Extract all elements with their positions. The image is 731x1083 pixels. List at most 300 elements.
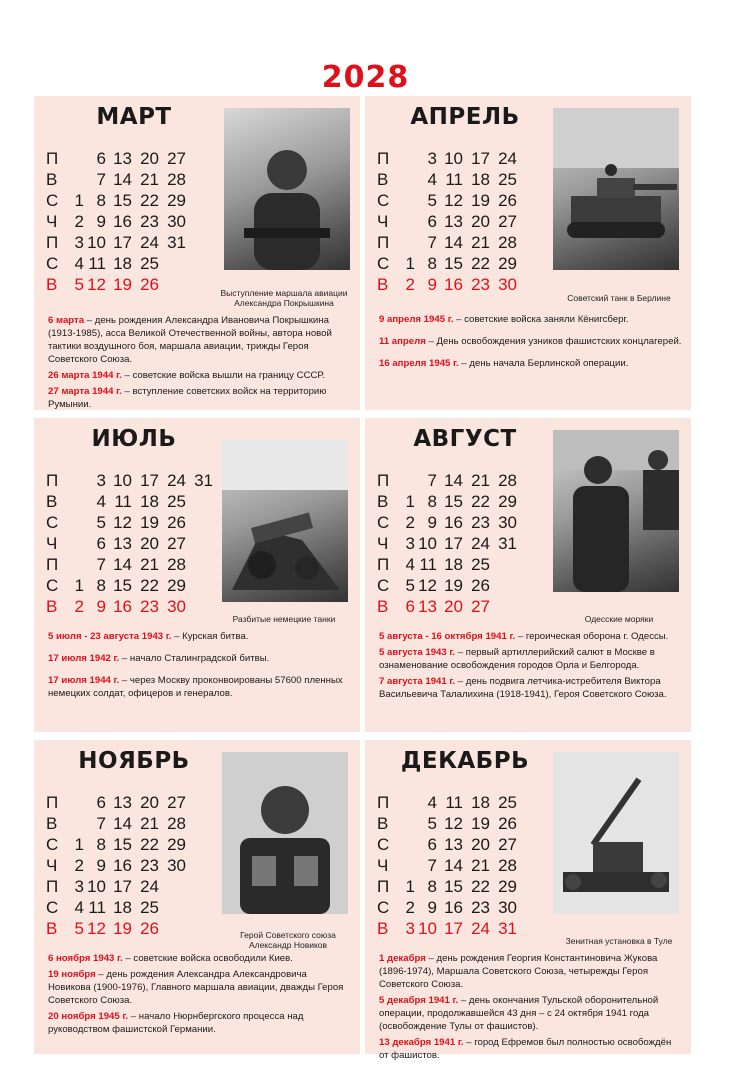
event-text: – советские войска вышли на границу СССР. [121, 370, 325, 381]
event-item [48, 652, 352, 665]
event-date: 5 июля - 23 августа 1943 г. [48, 631, 172, 642]
day-number: 20 [140, 149, 159, 168]
month-title: ИЮЛЬ [91, 426, 177, 452]
day-label: С [46, 835, 59, 854]
week-day-row [46, 211, 236, 232]
day-number: 23 [140, 597, 159, 616]
day-number: 21 [140, 170, 159, 189]
month-title: АВГУСТ [413, 426, 517, 452]
day-number: 29 [498, 877, 517, 896]
day-number: 27 [471, 597, 490, 616]
day-number: 29 [167, 191, 186, 210]
day-number: 18 [113, 898, 132, 917]
day-number: 10 [87, 233, 106, 252]
day-number: 13 [113, 534, 132, 553]
event-date: 17 июля 1942 г. [48, 653, 120, 664]
day-number: 7 [427, 471, 437, 490]
day-number: 2 [405, 275, 415, 294]
day-label: С [377, 898, 390, 917]
day-number: 14 [444, 233, 463, 252]
month-grid [46, 470, 236, 617]
day-number: 30 [167, 856, 186, 875]
event-date: 16 апреля 1945 г. [379, 358, 459, 369]
day-number: 26 [140, 919, 159, 938]
day-number: 1 [405, 492, 415, 511]
day-number: 1 [74, 191, 84, 210]
event-item [379, 335, 683, 348]
day-number: 7 [96, 814, 106, 833]
day-number: 21 [471, 856, 490, 875]
day-number: 6 [96, 534, 106, 553]
week-day-row [46, 253, 236, 274]
month-grid [46, 792, 236, 939]
event-date: 1 декабря [379, 953, 426, 964]
day-number: 8 [96, 191, 106, 210]
day-number: 4 [427, 793, 437, 812]
day-number: 2 [74, 212, 84, 231]
day-number: 23 [471, 275, 490, 294]
day-label: П [377, 793, 390, 812]
day-label: С [377, 576, 390, 595]
events-list [379, 313, 683, 379]
day-number: 8 [427, 254, 437, 273]
day-number: 4 [427, 170, 437, 189]
month-panel [365, 96, 691, 410]
day-number: 26 [498, 191, 517, 210]
day-number: 25 [471, 555, 490, 574]
event-item [48, 369, 352, 382]
day-number: 24 [140, 233, 159, 252]
day-number: 14 [113, 170, 132, 189]
day-number: 6 [427, 212, 437, 231]
event-item [379, 675, 683, 701]
day-number: 19 [444, 576, 463, 595]
event-date: 7 августа 1941 г. [379, 676, 456, 687]
day-number: 27 [167, 534, 186, 553]
day-number: 11 [445, 793, 463, 812]
day-number: 2 [405, 898, 415, 917]
event-date: 20 ноября 1945 г. [48, 1011, 129, 1022]
day-number: 18 [140, 492, 159, 511]
day-number: 14 [444, 471, 463, 490]
day-number: 15 [113, 576, 132, 595]
day-label: В [46, 919, 58, 938]
day-number: 20 [444, 597, 463, 616]
day-number: 22 [140, 835, 159, 854]
day-number: 17 [471, 149, 490, 168]
week-day-row [46, 855, 236, 876]
day-number: 24 [471, 534, 490, 553]
day-label: В [46, 814, 58, 833]
day-number: 13 [444, 212, 463, 231]
day-number: 12 [87, 275, 106, 294]
day-number: 16 [113, 212, 132, 231]
event-date: 5 августа - 16 октября 1941 г. [379, 631, 516, 642]
month-title: НОЯБРЬ [78, 748, 190, 774]
day-number: 24 [498, 149, 517, 168]
photo-caption [218, 930, 358, 950]
day-label: С [377, 513, 390, 532]
event-date: 11 апреля [379, 336, 426, 347]
week-day-row [377, 813, 567, 834]
week-day-row [377, 190, 567, 211]
event-date: 26 марта 1944 г. [48, 370, 122, 381]
week-day-row [46, 554, 236, 575]
day-label: Ч [377, 534, 389, 553]
day-number: 18 [471, 793, 490, 812]
day-number: 12 [113, 513, 132, 532]
day-number: 10 [444, 149, 463, 168]
day-label: П [377, 149, 390, 168]
day-number: 23 [471, 898, 490, 917]
day-number: 9 [427, 898, 437, 917]
day-number: 6 [96, 149, 106, 168]
day-label: В [377, 492, 389, 511]
event-text: – начало Нюрнбергского процесса над руководством фашистской Германии. [48, 1011, 304, 1035]
day-number: 10 [87, 877, 106, 896]
event-text: – день рождения Георгия Константиновича Жукова (1896-1974), Маршала Советского Союза, четырежды Героя Советского Союза. [379, 953, 658, 990]
day-number: 12 [444, 191, 463, 210]
day-number: 4 [74, 254, 84, 273]
day-number: 9 [96, 212, 106, 231]
day-number: 7 [427, 233, 437, 252]
event-text: – день подвига летчика-истребителя Виктора Васильевича Талалихина (1918-1941), Героя Советского Союза. [379, 676, 667, 700]
caption-line: Выступление маршала авиации [220, 288, 348, 298]
event-item [48, 1010, 352, 1036]
day-label: С [377, 191, 390, 210]
day-number: 28 [498, 233, 517, 252]
day-number: 25 [498, 170, 517, 189]
week-day-row [46, 470, 236, 491]
event-item [379, 313, 683, 326]
month-title: ДЕКАБРЬ [400, 748, 530, 774]
day-number: 9 [96, 856, 106, 875]
day-number: 6 [405, 597, 415, 616]
day-number: 11 [445, 170, 463, 189]
wrecked-tanks-photo-icon [222, 440, 348, 602]
caption-line: Советский танк в Берлине [567, 293, 671, 303]
tank-photo-icon [553, 108, 679, 270]
day-number: 22 [140, 576, 159, 595]
day-number: 5 [74, 275, 84, 294]
caption-line: Александра Покрышкина [234, 298, 334, 308]
week-day-row [46, 792, 236, 813]
day-label: П [46, 149, 59, 168]
day-number: 3 [405, 534, 415, 553]
day-label: П [377, 233, 390, 252]
day-number: 9 [96, 597, 106, 616]
day-number: 1 [74, 835, 84, 854]
day-number: 21 [140, 814, 159, 833]
day-label: В [46, 597, 58, 616]
day-number: 18 [113, 254, 132, 273]
day-number: 15 [444, 492, 463, 511]
month-grid [377, 470, 567, 617]
photo-caption [551, 936, 687, 946]
day-number: 1 [405, 254, 415, 273]
day-label: Ч [377, 212, 389, 231]
day-label: С [46, 254, 59, 273]
day-label: В [377, 275, 389, 294]
week-day-row [377, 148, 567, 169]
caption-line: Александр Новиков [248, 940, 328, 950]
events-list [48, 630, 352, 709]
anti-aircraft-gun-photo-icon [553, 752, 679, 914]
event-text: – героическая оборона г. Одессы. [515, 631, 669, 642]
day-number: 17 [444, 534, 463, 553]
day-number: 28 [167, 555, 186, 574]
week-day-row [377, 274, 567, 295]
events-list [379, 952, 683, 1065]
week-day-row [46, 491, 236, 512]
day-number: 20 [471, 835, 490, 854]
day-number: 17 [140, 471, 159, 490]
event-item [379, 357, 683, 370]
day-label: В [377, 814, 389, 833]
day-label: Ч [46, 212, 58, 231]
day-number: 31 [498, 919, 517, 938]
photo-caption [551, 293, 687, 303]
day-number: 28 [498, 471, 517, 490]
day-number: 17 [113, 877, 132, 896]
day-number: 31 [167, 233, 186, 252]
day-label: В [377, 597, 389, 616]
week-day-row [46, 274, 236, 295]
calendar-year: 2028 [321, 60, 410, 95]
day-number: 3 [96, 471, 106, 490]
day-number: 3 [427, 149, 437, 168]
week-day-row [46, 533, 236, 554]
week-day-row [46, 897, 236, 918]
event-date: 6 марта [48, 315, 85, 326]
event-text: – советские войска заняли Кёнигсберг. [453, 314, 629, 325]
day-number: 27 [498, 835, 517, 854]
day-number: 2 [74, 856, 84, 875]
day-label: С [46, 576, 59, 595]
event-item [48, 385, 352, 411]
event-text: – город Ефремов был полностью освобождён от фашистов. [379, 1037, 672, 1061]
day-label: В [46, 170, 58, 189]
event-text: – советские войска освободили Киев. [122, 953, 293, 964]
day-number: 7 [427, 856, 437, 875]
event-date: 5 декабря 1941 г. [379, 995, 459, 1006]
event-text: – день рождения Александра Александровича Новикова (1900-1976), Главного маршала авиации, дважды Героя Советского Союза. [48, 969, 344, 1006]
day-number: 7 [96, 555, 106, 574]
caption-line: Одесские моряки [584, 614, 654, 624]
week-day-row [377, 834, 567, 855]
day-number: 26 [498, 814, 517, 833]
day-number: 20 [471, 212, 490, 231]
week-day-row [377, 876, 567, 897]
event-item [48, 674, 352, 700]
day-number: 17 [113, 233, 132, 252]
day-number: 16 [113, 597, 132, 616]
week-day-row [377, 918, 567, 939]
event-text: – день рождения Александра Ивановича Покрышкина (1913-1985), асса Великой Отечественной войны, автора новой тактики воздушного боя, маршала авиации, трижды Героя Советского Союза. [48, 315, 332, 365]
event-item [48, 630, 352, 643]
day-number: 3 [74, 233, 84, 252]
day-number: 22 [140, 191, 159, 210]
day-label: В [377, 170, 389, 189]
day-number: 15 [444, 254, 463, 273]
day-number: 29 [498, 254, 517, 273]
day-label: С [377, 254, 390, 273]
day-number: 31 [194, 471, 213, 490]
week-day-row [377, 792, 567, 813]
event-item [48, 968, 352, 1007]
photo-caption [551, 614, 687, 624]
event-text: – через Москву проконвоированы 57600 пленных немецких солдат, офицеров и генералов. [48, 675, 343, 699]
week-day-row [46, 918, 236, 939]
day-number: 19 [113, 919, 132, 938]
day-number: 15 [113, 191, 132, 210]
day-number: 30 [167, 597, 186, 616]
day-label: П [377, 555, 390, 574]
week-day-row [46, 575, 236, 596]
day-number: 5 [427, 191, 437, 210]
day-number: 5 [427, 814, 437, 833]
week-day-row [46, 834, 236, 855]
week-day-row [377, 897, 567, 918]
day-number: 19 [140, 513, 159, 532]
day-number: 23 [471, 513, 490, 532]
day-number: 17 [444, 919, 463, 938]
day-number: 4 [74, 898, 84, 917]
month-panel [34, 96, 360, 410]
week-day-row [377, 253, 567, 274]
day-number: 12 [418, 576, 437, 595]
day-number: 3 [74, 877, 84, 896]
day-label: С [46, 898, 59, 917]
week-day-row [46, 148, 236, 169]
day-number: 29 [167, 576, 186, 595]
month-panel [34, 418, 360, 732]
event-text: – Курская битва. [171, 631, 249, 642]
photo-caption [214, 614, 354, 624]
month-grid [377, 148, 567, 295]
day-number: 14 [444, 856, 463, 875]
day-number: 7 [96, 170, 106, 189]
week-day-row [377, 554, 567, 575]
day-label: П [46, 877, 59, 896]
event-item [379, 994, 683, 1033]
events-list [48, 952, 352, 1039]
day-number: 24 [167, 471, 186, 490]
day-number: 6 [427, 835, 437, 854]
day-number: 27 [498, 212, 517, 231]
day-number: 22 [471, 492, 490, 511]
day-number: 5 [74, 919, 84, 938]
events-list [48, 314, 352, 414]
day-number: 21 [471, 471, 490, 490]
day-number: 21 [471, 233, 490, 252]
day-number: 30 [498, 898, 517, 917]
day-number: 5 [405, 576, 415, 595]
event-text: – день окончания Тульской оборонительной операции, продолжавшейся 43 дня – с 24 октября 1941 года (освобождение Тулы от фашистов). [379, 995, 659, 1032]
week-day-row [46, 596, 236, 617]
day-number: 15 [444, 877, 463, 896]
day-number: 19 [471, 814, 490, 833]
day-number: 8 [96, 576, 106, 595]
day-number: 1 [74, 576, 84, 595]
day-number: 10 [418, 534, 437, 553]
event-item [379, 630, 683, 643]
week-day-row [377, 512, 567, 533]
day-number: 29 [498, 492, 517, 511]
day-label: С [46, 191, 59, 210]
day-number: 10 [418, 919, 437, 938]
events-list [379, 630, 683, 704]
day-label: Ч [377, 856, 389, 875]
day-number: 15 [113, 835, 132, 854]
day-number: 8 [96, 835, 106, 854]
day-label: В [377, 919, 389, 938]
day-number: 20 [140, 534, 159, 553]
week-day-row [377, 575, 567, 596]
week-day-row [46, 190, 236, 211]
event-text: – День освобождения узников фашистских концлагерей. [425, 336, 682, 347]
day-label: П [46, 471, 59, 490]
day-number: 13 [113, 149, 132, 168]
day-number: 31 [498, 534, 517, 553]
day-number: 22 [471, 877, 490, 896]
month-grid [377, 792, 567, 939]
day-number: 22 [471, 254, 490, 273]
month-panel [365, 418, 691, 732]
event-date: 17 июля 1944 г. [48, 675, 120, 686]
day-number: 9 [427, 513, 437, 532]
week-day-row [377, 491, 567, 512]
portrait-photo-icon [224, 108, 350, 270]
week-day-row [46, 169, 236, 190]
day-number: 24 [140, 877, 159, 896]
week-day-row [377, 470, 567, 491]
event-item [48, 314, 352, 366]
day-label: П [46, 555, 59, 574]
month-title: АПРЕЛЬ [410, 104, 520, 130]
event-date: 27 марта 1944 г. [48, 386, 122, 397]
day-number: 5 [96, 513, 106, 532]
day-number: 6 [96, 793, 106, 812]
day-number: 12 [444, 814, 463, 833]
caption-line: Зенитная установка в Туле [565, 936, 673, 946]
day-number: 4 [96, 492, 106, 511]
day-label: В [46, 492, 58, 511]
day-number: 16 [444, 275, 463, 294]
caption-line: Разбитые немецкие танки [232, 614, 336, 624]
week-day-row [46, 813, 236, 834]
event-date: 6 ноября 1943 г. [48, 953, 123, 964]
week-day-row [377, 855, 567, 876]
day-number: 8 [427, 492, 437, 511]
week-day-row [46, 232, 236, 253]
day-number: 18 [444, 555, 463, 574]
day-number: 9 [427, 275, 437, 294]
event-item [379, 952, 683, 991]
day-label: П [377, 471, 390, 490]
day-number: 10 [113, 471, 132, 490]
day-number: 1 [405, 877, 415, 896]
event-date: 13 декабря 1941 г. [379, 1037, 464, 1048]
day-number: 14 [113, 814, 132, 833]
day-number: 28 [498, 856, 517, 875]
day-number: 29 [167, 835, 186, 854]
week-day-row [377, 533, 567, 554]
month-panel [365, 740, 691, 1061]
day-number: 11 [114, 492, 132, 511]
day-label: П [46, 233, 59, 252]
day-number: 18 [471, 170, 490, 189]
